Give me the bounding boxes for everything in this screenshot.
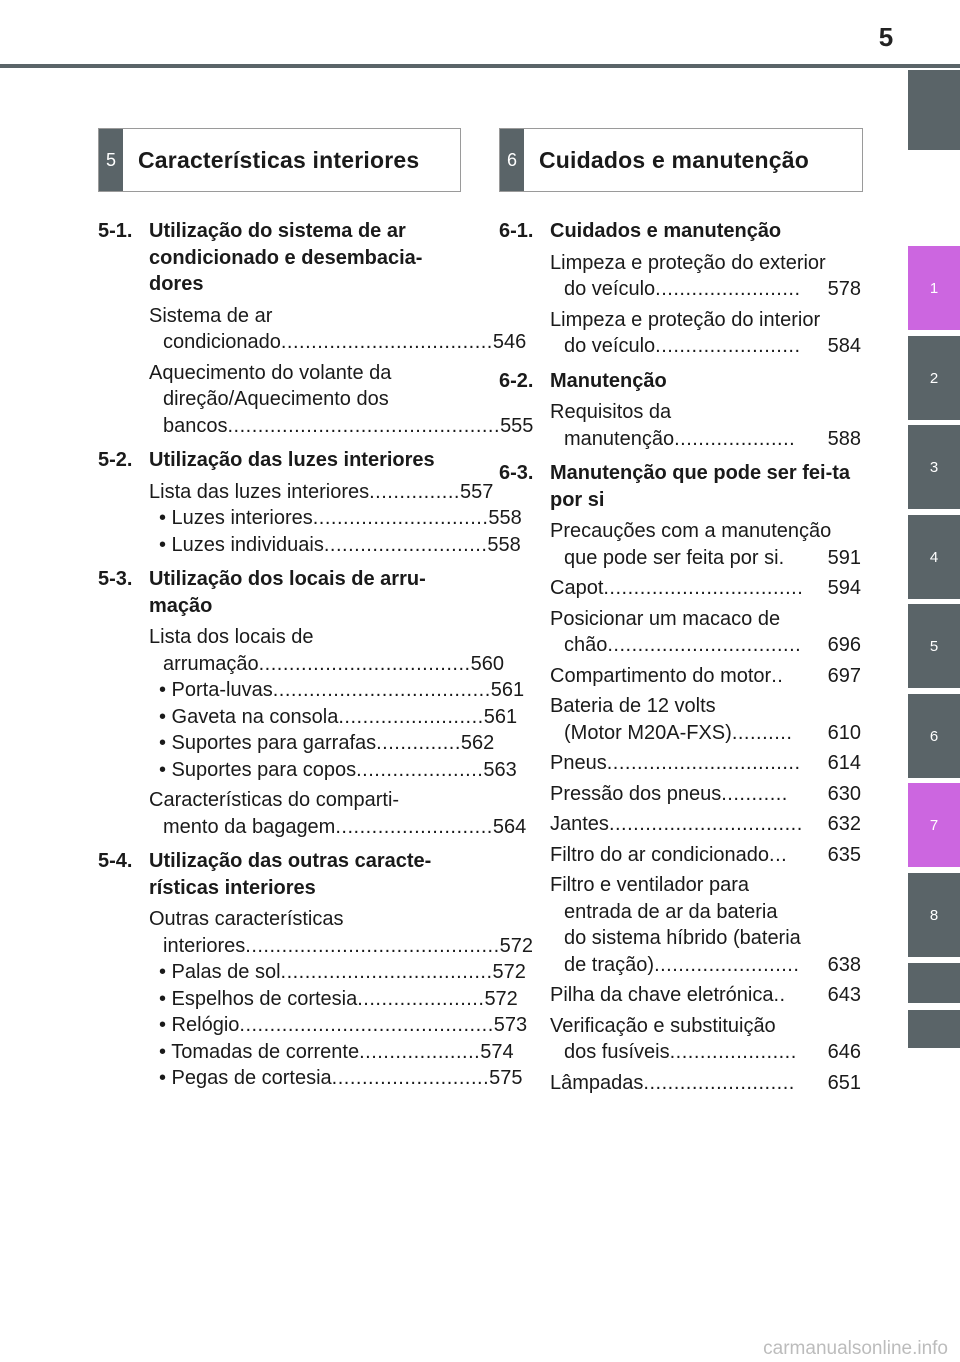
- toc-entry[interactable]: [550, 781, 861, 808]
- toc-entry[interactable]: [550, 399, 861, 452]
- leader-dots: .....................: [669, 1041, 797, 1063]
- entry-text: Sistema de ar: [149, 304, 273, 327]
- toc-entry[interactable]: [149, 479, 494, 506]
- page-ref: 610: [827, 721, 861, 744]
- entry-text: Verificação e substituição: [550, 1014, 776, 1037]
- toc-subentry[interactable]: [159, 505, 522, 532]
- leader-dots: ..: [771, 664, 784, 687]
- entry-text: chão: [564, 634, 608, 656]
- section-number: 5-1.: [98, 220, 133, 242]
- page-ref: 546: [492, 331, 527, 353]
- leader-dots: ................................: [607, 634, 802, 656]
- entry-text: • Luzes individuais: [159, 533, 324, 556]
- entry-text: Limpeza e proteção do exterior: [550, 251, 826, 274]
- leader-dots: ..........................................: [245, 934, 500, 957]
- toc-subentry[interactable]: [159, 986, 518, 1013]
- page-ref: 697: [827, 664, 861, 687]
- toc-subentry[interactable]: [159, 959, 526, 986]
- toc-section-5-1[interactable]: [98, 218, 460, 298]
- section-title: Utilização dos locais de arru-mação: [149, 568, 426, 617]
- leader-dots: ..........................................: [239, 1014, 494, 1036]
- entry-text: do veículo: [564, 335, 656, 357]
- toc-entry[interactable]: [550, 693, 861, 746]
- toc-subentry[interactable]: [159, 1065, 523, 1092]
- section-title: Cuidados e manutenção: [550, 220, 782, 242]
- chapter-tab-1[interactable]: 1: [908, 246, 960, 330]
- entry-text: • Palas de sol: [159, 961, 281, 983]
- page-ref: 591: [827, 546, 861, 569]
- section-number: 6-1.: [499, 220, 534, 242]
- entry-text: entrada de ar da bateria: [564, 900, 778, 923]
- entry-text: manutenção: [564, 427, 675, 450]
- section-title: Utilização das outras caracte-rísticas interiores: [149, 850, 432, 899]
- page-ref: 555: [500, 414, 534, 437]
- chapter-5-number: 5: [99, 129, 123, 191]
- entry-text: (Motor M20A-FXS): [564, 721, 732, 744]
- chapter-tab-blank-9[interactable]: [908, 963, 960, 1003]
- toc-subentry[interactable]: [159, 677, 525, 704]
- entry-text: Precauções com a manutenção: [550, 520, 832, 542]
- entry-text: Aquecimento do volante da: [149, 361, 392, 384]
- leader-dots: ...................................: [280, 961, 493, 983]
- chapter-6-title: Cuidados e manutenção: [539, 146, 810, 173]
- entry-text: • Gaveta na consola: [159, 705, 339, 728]
- entry-text: de tração): [564, 953, 655, 976]
- leader-dots: ..: [773, 984, 786, 1006]
- chapter-tab-8[interactable]: 8: [908, 873, 960, 957]
- entry-text: Filtro do ar condicionado: [550, 843, 770, 866]
- page-ref: 572: [499, 934, 534, 957]
- entry-text: Capot: [550, 577, 604, 599]
- chapter-6-number: 6: [500, 129, 524, 191]
- leader-dots: ...................................: [280, 331, 493, 353]
- toc-entry[interactable]: [550, 982, 861, 1009]
- page-ref: 558: [488, 507, 522, 529]
- page-ref: 594: [827, 577, 861, 599]
- watermark: carmanualsonline.info: [763, 1338, 948, 1359]
- leader-dots: ....................: [359, 1040, 481, 1063]
- toc-entry[interactable]: [550, 872, 861, 978]
- chapter-5-title: Características interiores: [138, 146, 420, 173]
- entry-text: • Suportes para garrafas: [159, 732, 377, 754]
- page-ref: 558: [487, 533, 521, 556]
- section-title: Manutenção que pode ser fei-ta por si: [550, 462, 851, 511]
- leader-dots: ....................: [674, 427, 796, 450]
- entry-text: • Luzes interiores: [159, 507, 313, 529]
- entry-text: • Tomadas de corrente: [159, 1040, 360, 1063]
- toc-right-column: [499, 218, 861, 1100]
- page-ref: 572: [492, 961, 526, 983]
- entry-text: dos fusíveis: [564, 1041, 670, 1063]
- entry-text: • Pegas de cortesia: [159, 1067, 332, 1089]
- leader-dots: ...........................: [323, 533, 488, 556]
- entry-text: Pilha da chave eletrónica: [550, 984, 774, 1006]
- toc-section-6-1[interactable]: [499, 218, 861, 245]
- chapter-tab-7[interactable]: 7: [908, 783, 960, 867]
- toc-left-column: [98, 218, 534, 1096]
- section-number: 6-3.: [499, 462, 534, 484]
- toc-entry[interactable]: [550, 250, 861, 303]
- toc-section-6-2[interactable]: [499, 368, 861, 395]
- page-ref: 572: [484, 987, 518, 1010]
- page-ref: 578: [827, 278, 861, 300]
- chapter-tab-4[interactable]: 4: [908, 515, 960, 599]
- entry-text: • Espelhos de cortesia: [159, 987, 358, 1010]
- page-ref: 561: [490, 679, 525, 701]
- leader-dots: .: [778, 546, 785, 569]
- leader-dots: ..............: [376, 732, 461, 754]
- page-ref: 588: [827, 427, 861, 450]
- toc-entry[interactable]: [550, 811, 861, 838]
- entry-text: arrumação: [163, 652, 259, 675]
- entry-text: Características do comparti-: [149, 789, 400, 811]
- entry-text: Pressão dos pneus: [550, 782, 722, 805]
- page-ref: 574: [480, 1040, 514, 1063]
- section-title: Utilização do sistema de ar condicionado e desembacia-dores: [149, 220, 423, 295]
- entry-text: Posicionar um macaco de: [550, 607, 781, 630]
- entry-text: condicionado: [163, 331, 281, 353]
- leader-dots: ..........: [731, 721, 793, 744]
- page-ref: 651: [827, 1071, 861, 1094]
- entry-text: Limpeza e proteção do interior: [550, 308, 821, 331]
- leader-dots: ...............: [369, 480, 460, 503]
- section-title: Manutenção: [550, 369, 667, 392]
- leader-dots: .....................: [357, 987, 485, 1010]
- entry-text: interiores: [163, 934, 246, 957]
- leader-dots: ..........................: [335, 815, 493, 838]
- leader-dots: ................................: [608, 813, 803, 835]
- toc-entry[interactable]: [149, 906, 534, 959]
- entry-text: • Suportes para copos: [159, 758, 357, 781]
- toc-subentry[interactable]: [159, 1012, 528, 1039]
- section-number: 5-3.: [98, 568, 133, 590]
- toc-entry[interactable]: [550, 518, 861, 571]
- leader-dots: .....................: [356, 758, 484, 781]
- page-ref: 557: [459, 480, 494, 503]
- page-ref: 632: [827, 813, 861, 835]
- page-ref: 560: [470, 652, 504, 675]
- toc-entry[interactable]: [550, 1013, 861, 1066]
- page-ref: 564: [492, 815, 527, 838]
- entry-text: Jantes: [550, 813, 609, 835]
- page-ref: 584: [827, 335, 861, 357]
- toc-subentry[interactable]: [159, 704, 518, 731]
- entry-text: do veículo: [564, 278, 656, 300]
- page-ref: 696: [827, 634, 861, 656]
- toc-entry[interactable]: [550, 575, 861, 602]
- leader-dots: ........................: [654, 953, 800, 976]
- page-ref: 630: [827, 782, 861, 805]
- leader-dots: ...: [769, 843, 788, 866]
- toc-entry[interactable]: [149, 303, 527, 356]
- page-ref: 573: [493, 1014, 528, 1036]
- entry-text: Filtro e ventilador para: [550, 874, 749, 896]
- leader-dots: ........................: [655, 335, 801, 357]
- page-ref: 575: [489, 1067, 523, 1089]
- entry-text: Compartimento do motor: [550, 664, 772, 687]
- entry-text: bancos: [163, 414, 228, 437]
- section-number: 5-2.: [98, 449, 133, 471]
- toc-subentry[interactable]: [159, 730, 495, 757]
- leader-dots: ........................: [655, 278, 801, 300]
- section-number: 5-4.: [98, 850, 133, 872]
- toc-section-5-3[interactable]: [98, 566, 460, 619]
- entry-text: Lista dos locais de: [149, 626, 314, 648]
- toc-entry[interactable]: [550, 663, 861, 690]
- toc-entry[interactable]: [550, 1070, 861, 1097]
- entry-text: • Porta-luvas: [159, 679, 273, 701]
- page-ref: 643: [827, 984, 861, 1006]
- page-number: 5: [878, 22, 894, 52]
- chapter-tab-5[interactable]: 5: [908, 604, 960, 688]
- toc-entry[interactable]: [149, 787, 527, 840]
- page-ref: 563: [483, 758, 517, 781]
- toc-entry[interactable]: [550, 750, 861, 777]
- toc-entry[interactable]: [550, 842, 861, 869]
- leader-dots: ....................................: [272, 679, 491, 701]
- chapter-tab-2[interactable]: 2: [908, 336, 960, 420]
- entry-text: direção/Aquecimento dos: [163, 388, 389, 410]
- section-number: 6-2.: [499, 369, 534, 392]
- entry-text: • Relógio: [159, 1014, 240, 1036]
- leader-dots: .........................: [643, 1071, 795, 1094]
- leader-dots: ...........: [721, 782, 788, 805]
- entry-text: Outras características: [149, 908, 344, 930]
- page-ref: 614: [827, 752, 861, 774]
- chapter-tab-6[interactable]: 6: [908, 694, 960, 778]
- entry-text: Lista das luzes interiores: [149, 480, 370, 503]
- toc-subentry[interactable]: [159, 532, 521, 559]
- leader-dots: ...................................: [258, 652, 471, 675]
- top-rule: [0, 64, 960, 68]
- leader-dots: ........................: [338, 705, 484, 728]
- toc-section-6-3[interactable]: [499, 460, 861, 513]
- chapter-6-header: [499, 128, 863, 192]
- toc-entry[interactable]: [550, 606, 861, 659]
- leader-dots: .............................................: [227, 414, 501, 437]
- chapter-tab-blank-top[interactable]: [908, 70, 960, 150]
- toc-entry[interactable]: [550, 307, 861, 360]
- toc-subentry[interactable]: [159, 1039, 514, 1066]
- toc-subentry[interactable]: [159, 757, 517, 784]
- entry-text: Requisitos da: [550, 401, 672, 423]
- page-ref: 635: [827, 843, 861, 866]
- leader-dots: .................................: [603, 577, 804, 599]
- entry-text: Pneus: [550, 752, 607, 774]
- page-ref: 646: [827, 1041, 861, 1063]
- page-ref: 638: [827, 953, 861, 976]
- toc-section-5-4[interactable]: [98, 848, 460, 901]
- toc-section-5-2[interactable]: [98, 447, 460, 474]
- entry-text: Lâmpadas: [550, 1071, 644, 1094]
- page-ref: 562: [460, 732, 495, 754]
- leader-dots: ................................: [606, 752, 801, 774]
- leader-dots: .............................: [312, 507, 489, 529]
- chapter-5-header: [98, 128, 461, 192]
- toc-entry[interactable]: [149, 624, 504, 677]
- entry-text: que pode ser feita por si: [564, 546, 779, 569]
- entry-text: mento da bagagem: [163, 815, 336, 838]
- page-ref: 561: [483, 705, 518, 728]
- leader-dots: ..........................: [331, 1067, 490, 1089]
- section-title: Utilização das luzes interiores: [149, 449, 435, 471]
- chapter-tab-3[interactable]: 3: [908, 425, 960, 509]
- entry-text: Bateria de 12 volts: [550, 695, 716, 717]
- chapter-tab-blank-10[interactable]: [908, 1010, 960, 1048]
- entry-text: do sistema híbrido (bateria: [564, 927, 801, 949]
